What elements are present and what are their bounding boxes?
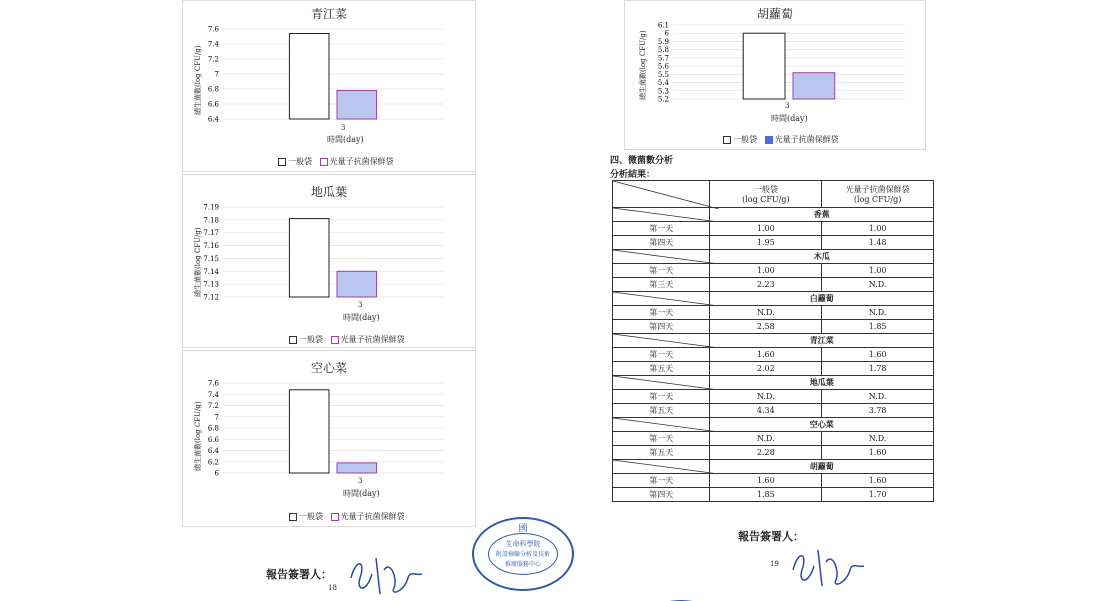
chart-legend bbox=[289, 511, 405, 522]
group-name-cell bbox=[710, 250, 934, 264]
legend-label-antibacterial: 光量子抗菌保鮮袋 bbox=[340, 335, 405, 344]
y-tick-label: 5.5 bbox=[657, 70, 669, 79]
day-cell: 第四天 bbox=[613, 236, 710, 250]
diagonal-stroke bbox=[613, 250, 719, 264]
x-axis-label: 時間(day) bbox=[343, 313, 380, 322]
plain-bag-value: 4.34 bbox=[710, 404, 822, 418]
y-tick-label: 5.7 bbox=[657, 54, 669, 63]
antibacterial-bag-value: 1.60 bbox=[822, 348, 934, 362]
diagonal-line bbox=[613, 376, 719, 390]
y-tick-label: 5.2 bbox=[657, 95, 669, 104]
chart-title: 青江菜 bbox=[310, 7, 347, 21]
x-axis-label: 時間(day) bbox=[343, 489, 380, 498]
diagonal-line bbox=[613, 292, 719, 306]
diagonal-line bbox=[613, 418, 719, 432]
antibacterial-bag-value: N.D. bbox=[822, 432, 934, 446]
group-name-cell bbox=[710, 292, 934, 306]
group-diagonal-cell bbox=[613, 376, 710, 390]
antibacterial-bag-value: 1.48 bbox=[822, 236, 934, 250]
plain-bag-value: N.D. bbox=[710, 306, 822, 320]
x-tick-label: 3 bbox=[785, 102, 790, 110]
chart-huluobo bbox=[624, 0, 926, 150]
antibacterial-bag-value: N.D. bbox=[822, 306, 934, 320]
legend-swatch-antibacterial bbox=[765, 136, 773, 144]
bar-plain-bag bbox=[289, 219, 329, 297]
table-body bbox=[613, 181, 934, 502]
day-cell: 第四天 bbox=[613, 320, 710, 334]
chart-legend bbox=[723, 134, 839, 145]
diagonal-line bbox=[613, 250, 719, 264]
y-tick-label: 6.4 bbox=[207, 115, 219, 124]
result-label: 分析結果： bbox=[610, 170, 656, 180]
plain-bag-value: 1.00 bbox=[710, 264, 822, 278]
header-diagonal-cell bbox=[613, 181, 710, 208]
table-group-row bbox=[613, 208, 934, 222]
y-tick-label: 7.2 bbox=[207, 55, 219, 64]
y-tick-label: 5.4 bbox=[657, 79, 669, 88]
plain-bag-value: 1.60 bbox=[710, 348, 822, 362]
x-axis-label: 時間(day) bbox=[771, 114, 808, 123]
page-number: 19 bbox=[770, 560, 779, 568]
y-tick-label: 7 bbox=[214, 70, 219, 79]
y-tick-label: 5.6 bbox=[657, 62, 669, 71]
antibacterial-bag-value: 3.78 bbox=[822, 404, 934, 418]
antibacterial-bag-value: 1.00 bbox=[822, 264, 934, 278]
legend-label-antibacterial: 光量子抗菌保鮮袋 bbox=[329, 157, 394, 166]
header-antibacterial-bag-unit: (log CFU/g) bbox=[853, 195, 902, 204]
chart-kongxincai bbox=[182, 350, 476, 527]
page-number: 18 bbox=[328, 584, 337, 592]
legend-swatch-antibacterial bbox=[331, 513, 339, 521]
antibacterial-bag-value: 1.60 bbox=[822, 474, 934, 488]
group-name-cell bbox=[710, 418, 934, 432]
table-header-row bbox=[613, 181, 934, 208]
microbial-count-table bbox=[612, 180, 934, 502]
chart-title: 胡蘿蔔 bbox=[756, 7, 793, 21]
diagonal-line bbox=[613, 208, 719, 222]
y-tick-label: 7.4 bbox=[207, 390, 219, 399]
table-row bbox=[613, 488, 934, 502]
antibacterial-bag-value: 1.70 bbox=[822, 488, 934, 502]
legend-swatch-antibacterial bbox=[320, 158, 328, 166]
group-name-cell bbox=[710, 334, 934, 348]
y-tick-label: 7 bbox=[214, 413, 219, 422]
signer-label: 報告簽署人： bbox=[738, 530, 804, 543]
y-tick-label: 7.15 bbox=[203, 254, 219, 263]
diagonal-line bbox=[613, 334, 719, 348]
diagonal-stroke bbox=[613, 418, 719, 432]
legend-label-plain: 一般袋 bbox=[299, 512, 323, 521]
day-cell: 第三天 bbox=[613, 278, 710, 292]
chart-plot bbox=[625, 1, 925, 149]
bar-antibacterial-bag bbox=[793, 73, 835, 99]
legend-label-plain: 一般袋 bbox=[299, 335, 323, 344]
plain-bag-value: 2.28 bbox=[710, 446, 822, 460]
signature bbox=[346, 548, 426, 598]
bar-antibacterial-bag bbox=[337, 463, 377, 473]
day-cell: 第五天 bbox=[613, 446, 710, 460]
table-row bbox=[613, 278, 934, 292]
signature bbox=[788, 540, 868, 590]
y-tick-label: 5.9 bbox=[657, 37, 669, 46]
chart-title: 空心菜 bbox=[310, 361, 347, 375]
diagonal-stroke bbox=[613, 334, 719, 348]
x-tick-label: 3 bbox=[358, 301, 363, 309]
plain-bag-value: 1.00 bbox=[710, 222, 822, 236]
group-diagonal-cell bbox=[613, 250, 710, 264]
antibacterial-bag-value: 1.85 bbox=[822, 320, 934, 334]
table-row bbox=[613, 474, 934, 488]
table-row bbox=[613, 404, 934, 418]
diagonal-stroke bbox=[613, 376, 719, 390]
y-tick-label: 6.8 bbox=[207, 424, 219, 433]
group-name: 青江菜 bbox=[809, 335, 834, 345]
header-plain-bag-title: 一般袋 bbox=[753, 185, 778, 194]
plain-bag-value: 2.58 bbox=[710, 320, 822, 334]
y-tick-label: 7.19 bbox=[203, 203, 219, 212]
header-plain-bag-unit: (log CFU/g) bbox=[742, 195, 790, 204]
chart-plot bbox=[183, 351, 475, 526]
stamp-text-3: 推廣服務中心 bbox=[504, 561, 541, 568]
antibacterial-bag-value: N.D. bbox=[822, 278, 934, 292]
y-axis-label: 總生菌數(log CFU/g) bbox=[194, 45, 202, 115]
plain-bag-value: 1.95 bbox=[710, 236, 822, 250]
legend-label-antibacterial: 光量子抗菌保鮮袋 bbox=[340, 512, 405, 521]
header-antibacterial-bag bbox=[822, 181, 934, 208]
legend-label-plain: 一般袋 bbox=[288, 157, 312, 166]
y-tick-label: 6.8 bbox=[207, 85, 219, 94]
diagonal-line bbox=[613, 181, 719, 209]
plain-bag-value: N.D. bbox=[710, 432, 822, 446]
table-group-row bbox=[613, 292, 934, 306]
y-tick-label: 7.17 bbox=[203, 229, 219, 238]
diagonal-line bbox=[613, 460, 719, 474]
y-tick-label: 7.4 bbox=[207, 40, 219, 49]
bar-antibacterial-bag bbox=[337, 271, 377, 297]
group-name-cell bbox=[710, 208, 934, 222]
y-tick-label: 7.14 bbox=[203, 267, 219, 276]
y-tick-label: 7.13 bbox=[203, 280, 219, 289]
x-axis-label: 時間(day) bbox=[327, 135, 364, 144]
day-cell: 第五天 bbox=[613, 404, 710, 418]
y-axis-label: 總生菌數(log CFU/g) bbox=[639, 30, 647, 100]
x-tick-label: 3 bbox=[341, 124, 346, 132]
day-cell: 第一天 bbox=[613, 474, 710, 488]
y-tick-label: 5.8 bbox=[657, 46, 669, 55]
y-tick-label: 7.16 bbox=[203, 242, 219, 251]
y-tick-label: 6 bbox=[664, 29, 669, 38]
y-tick-label: 7.12 bbox=[203, 293, 219, 302]
group-name: 空心菜 bbox=[809, 419, 834, 429]
y-tick-label: 6 bbox=[214, 469, 219, 478]
y-tick-label: 6.6 bbox=[207, 100, 219, 109]
legend-swatch-plain bbox=[278, 158, 286, 166]
day-cell: 第一天 bbox=[613, 432, 710, 446]
group-name-cell bbox=[710, 460, 934, 474]
group-diagonal-cell bbox=[613, 292, 710, 306]
day-cell: 第一天 bbox=[613, 390, 710, 404]
day-cell: 第一天 bbox=[613, 264, 710, 278]
table-row bbox=[613, 222, 934, 236]
signer-label: 報告簽署人： bbox=[266, 568, 332, 581]
table-row bbox=[613, 432, 934, 446]
table-group-row bbox=[613, 250, 934, 264]
group-diagonal-cell bbox=[613, 460, 710, 474]
day-cell: 第一天 bbox=[613, 306, 710, 320]
legend-label-antibacterial: 光量子抗菌保鮮袋 bbox=[774, 135, 839, 144]
chart-plot bbox=[183, 175, 475, 347]
table-row bbox=[613, 390, 934, 404]
group-name: 木瓜 bbox=[813, 251, 830, 261]
group-name: 胡蘿蔔 bbox=[809, 461, 834, 471]
y-tick-label: 7.6 bbox=[207, 25, 219, 34]
plain-bag-value: 2.23 bbox=[710, 278, 822, 292]
page-18 bbox=[168, 0, 478, 600]
header-plain-bag bbox=[710, 181, 822, 208]
stamp-text-2: 附設檢驗分析及技術 bbox=[495, 551, 550, 558]
y-axis-label: 總生菌數(log CFU/g) bbox=[194, 227, 202, 297]
day-cell: 第五天 bbox=[613, 362, 710, 376]
stamp-text-1: 生命科學院 bbox=[505, 540, 541, 548]
plain-bag-value: N.D. bbox=[710, 390, 822, 404]
table-row bbox=[613, 362, 934, 376]
diagonal-stroke bbox=[613, 460, 719, 474]
group-name: 地瓜葉 bbox=[809, 377, 834, 387]
diagonal-stroke bbox=[613, 292, 719, 306]
diagonal-stroke bbox=[613, 208, 719, 222]
stamp-text-top: 國 bbox=[518, 524, 528, 534]
chart-qingjiangcai bbox=[182, 0, 476, 172]
chart-plot bbox=[183, 1, 475, 171]
y-tick-label: 6.4 bbox=[207, 447, 219, 455]
antibacterial-bag-value: 1.00 bbox=[822, 222, 934, 236]
chart-legend bbox=[289, 334, 405, 345]
x-tick-label: 3 bbox=[358, 477, 363, 485]
bar-antibacterial-bag bbox=[337, 91, 377, 120]
y-tick-label: 5.3 bbox=[657, 87, 669, 96]
y-tick-label: 6.1 bbox=[657, 21, 669, 30]
y-tick-label: 7.18 bbox=[203, 216, 219, 225]
table-group-row bbox=[613, 376, 934, 390]
chart-legend bbox=[278, 156, 394, 167]
bar-plain-bag bbox=[743, 33, 785, 99]
legend-swatch-plain bbox=[289, 513, 297, 521]
table-row bbox=[613, 306, 934, 320]
official-stamp-left bbox=[472, 517, 574, 591]
group-name-cell bbox=[710, 376, 934, 390]
y-tick-label: 6.6 bbox=[207, 435, 219, 444]
page-19 bbox=[598, 0, 943, 600]
plain-bag-value: 2.02 bbox=[710, 362, 822, 376]
bar-plain-bag bbox=[289, 34, 329, 120]
legend-label-plain: 一般袋 bbox=[733, 135, 757, 144]
table-group-row bbox=[613, 418, 934, 432]
day-cell: 第一天 bbox=[613, 222, 710, 236]
day-cell: 第一天 bbox=[613, 348, 710, 362]
group-diagonal-cell bbox=[613, 208, 710, 222]
legend-swatch-plain bbox=[723, 136, 731, 144]
table-group-row bbox=[613, 334, 934, 348]
y-tick-label: 7.2 bbox=[207, 402, 219, 410]
header-antibacterial-bag-title: 光量子抗菌保鮮袋 bbox=[845, 185, 910, 194]
group-diagonal-cell bbox=[613, 418, 710, 432]
bar-plain-bag bbox=[289, 390, 329, 473]
table-group-row bbox=[613, 460, 934, 474]
antibacterial-bag-value: 1.60 bbox=[822, 446, 934, 460]
group-diagonal-cell bbox=[613, 334, 710, 348]
table-row bbox=[613, 236, 934, 250]
plain-bag-value: 1.85 bbox=[710, 488, 822, 502]
table-row bbox=[613, 348, 934, 362]
chart-title: 地瓜葉 bbox=[310, 185, 347, 199]
antibacterial-bag-value: 1.78 bbox=[822, 362, 934, 376]
y-tick-label: 6.2 bbox=[207, 458, 219, 467]
group-name: 白蘿蔔 bbox=[809, 293, 834, 303]
legend-swatch-antibacterial bbox=[331, 336, 339, 344]
section-title: 四、微菌數分析 bbox=[610, 156, 674, 166]
table-row bbox=[613, 320, 934, 334]
group-name: 香蕉 bbox=[813, 209, 830, 219]
plain-bag-value: 1.60 bbox=[710, 474, 822, 488]
antibacterial-bag-value: N.D. bbox=[822, 390, 934, 404]
y-axis-label: 總生菌數(log CFU/g) bbox=[194, 401, 202, 471]
chart-diguaye bbox=[182, 174, 476, 348]
day-cell: 第四天 bbox=[613, 488, 710, 502]
table-row bbox=[613, 264, 934, 278]
y-tick-label: 7.6 bbox=[207, 379, 219, 388]
table-row bbox=[613, 446, 934, 460]
legend-swatch-plain bbox=[289, 336, 297, 344]
